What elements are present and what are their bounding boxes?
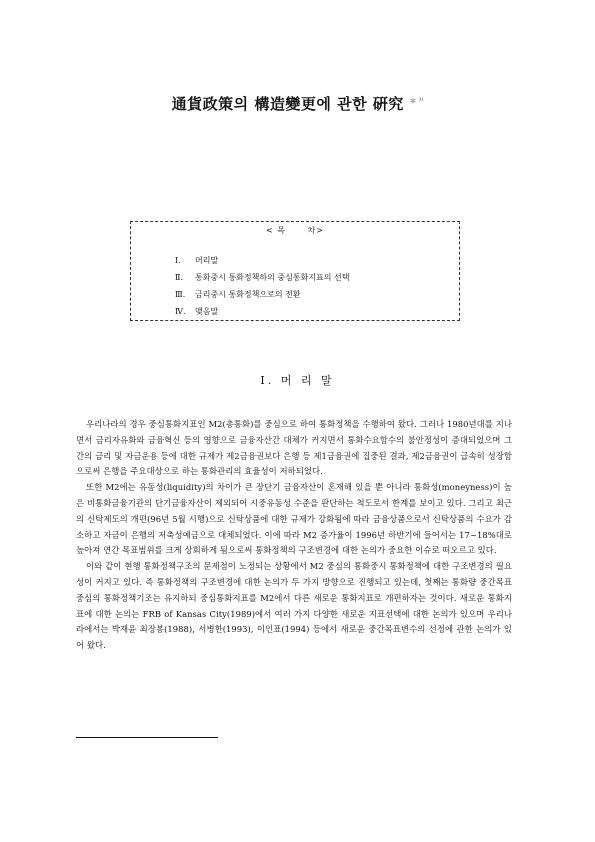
toc-item-number: Ⅳ. xyxy=(175,307,186,316)
toc-item-number: Ⅱ. xyxy=(175,273,183,282)
body-text xyxy=(76,417,512,654)
toc-item xyxy=(175,269,349,286)
section-heading: Ⅰ. 머 리 말 xyxy=(260,374,335,387)
toc-list xyxy=(175,252,349,320)
title-footnote-marks: ＊ ¹⁾ xyxy=(409,97,424,105)
footnote-divider xyxy=(76,737,218,738)
body-paragraph: 우리나라의 경우 중심통화지표인 M2(총통화)를 중심으로 하여 통화정책을 수행하여 왔다. 그러나 1980년대를 지나면서 금리자유화와 금융혁신 등의 영향으로 금융자산간 대체가 커지면서 통화수요함수의 불안정성이 증대되었으며 그간의 금리 및 자금운용 등에 대한 규제가 제2금융권보다 은행 등 제1금융권에 집중된 결과, 제2금융권이 급속히 성장함으로써 은행을 주요대상으로 하는 통화관리의 효율성이 저하되었다. xyxy=(76,419,512,477)
body-paragraph: 이와 같이 현행 통화정책구조의 문제점이 노정되는 상황에서 M2 중심의 통화중시 통화정책에 대한 구조변경의 필요성이 커지고 있다. 즉 통화정책의 구조변경에 대한 논의가 두 가지 방향으로 진행되고 있는데, 첫째는 통화량 중간목표 중심의 통화정책기조는 유지하되 중심통화지표를 M2에서 다른 새로운 통화지표로 개편하자는 것이다. 새로운 통화지표에 대한 논의는 FRB of Kansas City(1989)에서 여러 가지 다양한 새로운 지표선택에 대한 논의가 있으며 우리나라에서는 박재윤 최장봉(1988), 서병한(1993), 이인표(1994) 등에서 새로운 중간목표변수의 선정에 관한 논의가 있어 왔다. xyxy=(76,561,512,651)
toc-item-label: 금리중시 통화정책으로의 전환 xyxy=(195,290,301,299)
toc-item-label: 맺음말 xyxy=(195,307,219,316)
toc-item xyxy=(175,252,349,269)
table-of-contents-box xyxy=(130,221,460,321)
paper-title xyxy=(0,93,595,114)
toc-heading: < 목 차> xyxy=(266,226,324,235)
toc-item xyxy=(175,303,349,320)
toc-item-label: 머리말 xyxy=(195,256,219,265)
toc-item-number: Ⅰ. xyxy=(175,256,181,265)
paper-title-text: 通貨政策의 構造變更에 관한 硏究 xyxy=(171,95,404,113)
body-paragraph: 또한 M2에는 유동성(liquidity)의 차이가 큰 장단기 금융자산이 혼재해 있을 뿐 아니라 통화성(moneyness)이 높은 비통화금융기관의 단기금융자산이 제외되어 시중유동성 수준을 판단하는 척도로서 한계를 보이고 있다. 그리고 최근의 신탁제도의 개편(96년 5월 시행)으로 신탁상품에 대한 규제가 강화됨에 따라 금융상품으로서 신탁상품의 수요가 감소하고 자금이 은행의 저축성예금으로 대체되었다. 이에 따라 M2 증가율이 1996년 하반기에 들어서는 17~18%대로 높아져 연간 목표범위를 크게 상회하게 됨으로써 통화정책의 구조변경에 대한 논의가 중요한 이슈로 떠오르고 있다. xyxy=(76,482,512,556)
toc-item-number: Ⅲ. xyxy=(175,290,186,299)
toc-item-label: 통화중시 통화정책하의 중심통화지표의 선택 xyxy=(195,273,350,282)
toc-item xyxy=(175,286,349,303)
